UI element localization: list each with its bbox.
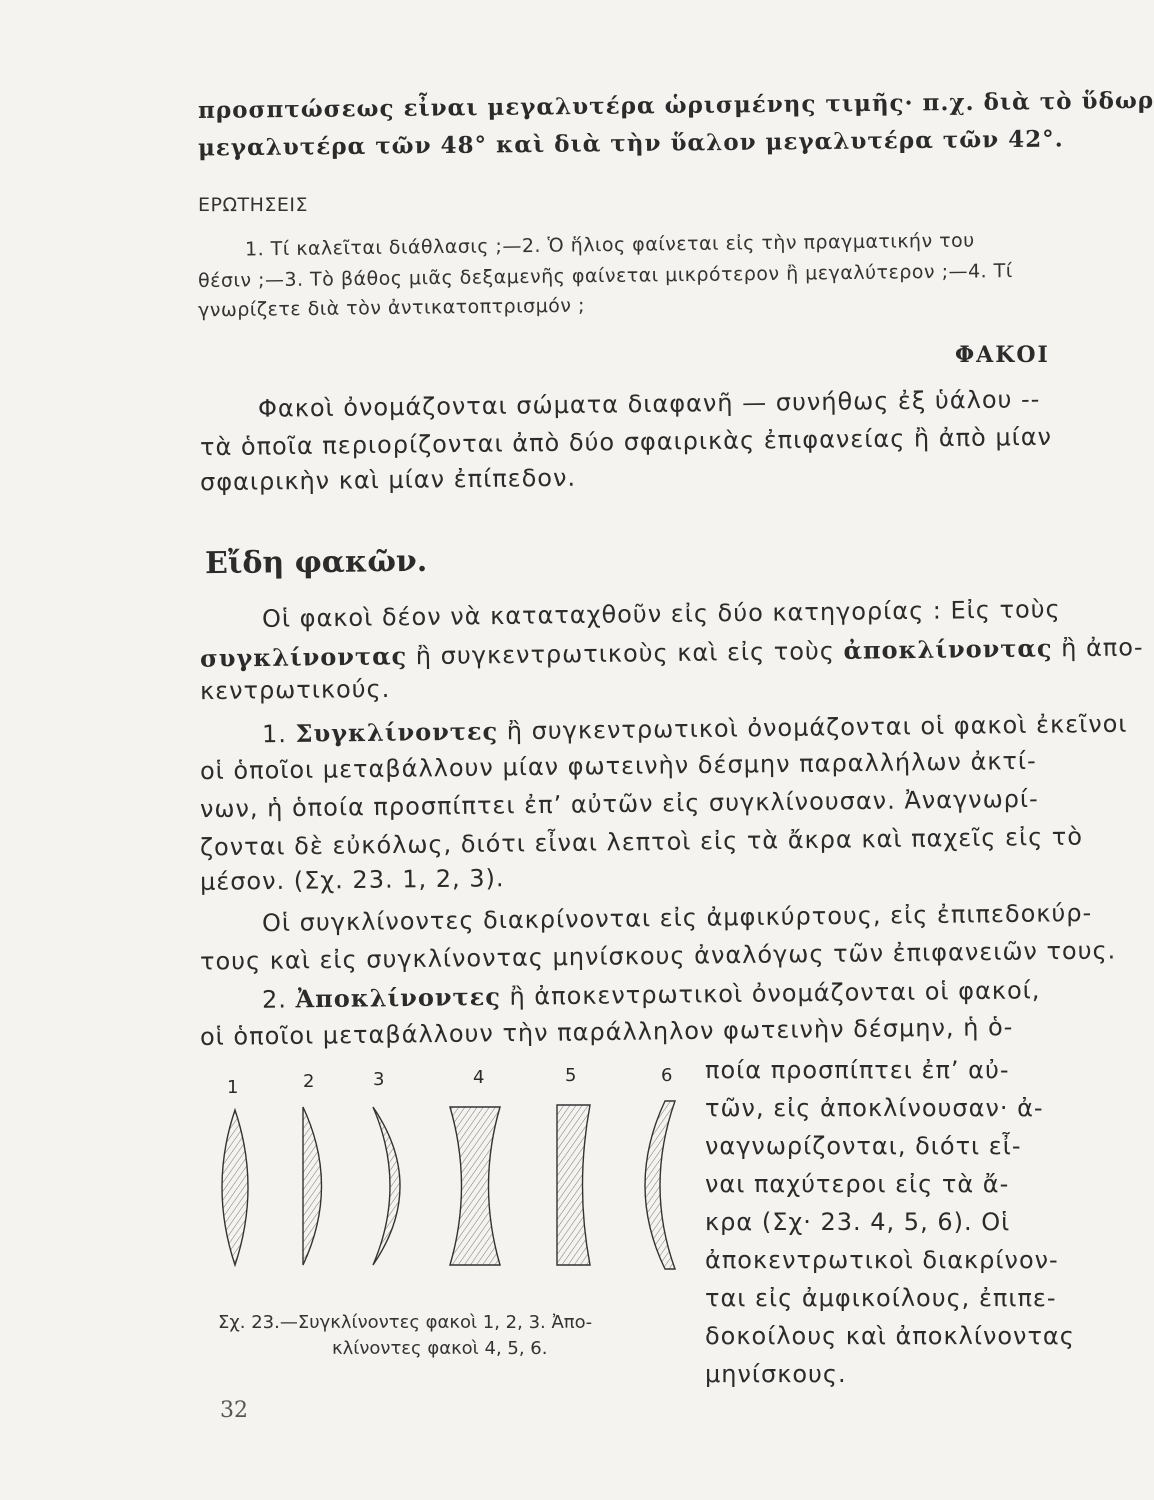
categories-line-2-middle: ἢ συγκεντρωτικοὺς καὶ εἰς τοὺς: [415, 637, 836, 671]
diverging-line-1: [262, 975, 1041, 1014]
diverging-line-1-rest: ἢ ἀποκεντρωτικοὶ ὀνομάζονται οἱ φακοί,: [509, 976, 1041, 1011]
diverging-wrap-9: μηνίσκους.: [705, 1360, 847, 1388]
lens-4-biconcave: [450, 1107, 500, 1265]
types-heading: Εἴδη φακῶν.: [204, 543, 428, 582]
diverging-term: Ἀποκλίνοντες: [295, 981, 502, 1014]
lens-2-plano-convex: [303, 1107, 322, 1265]
question-line-3: γνωρίζετε διὰ τὸν ἀντικατοπτρισμόν ;: [197, 294, 586, 322]
lens-label-3: 3: [373, 1069, 385, 1090]
converging-number: 1.: [261, 719, 288, 749]
diverging-wrap-2: τῶν, εἰς ἀποκλίνουσαν· ἀ-: [705, 1094, 1044, 1122]
diverging-wrap-8: δοκοίλους καὶ ἀποκλίνοντας: [705, 1322, 1075, 1350]
lens-drawing: [195, 1065, 695, 1305]
term-diverging: ἀποκλίνοντας: [843, 633, 1053, 665]
diverging-line-2: οἱ ὁποῖοι μεταβάλλουν τὴν παράλληλον φωτεινὴν δέσμην, ἡ ὁ-: [199, 1013, 1014, 1051]
figure-caption-line-2: κλίνοντες φακοὶ 4, 5, 6.: [332, 1338, 548, 1359]
categories-line-2-end: ἢ ἀπο-: [1060, 633, 1144, 663]
lens-1-biconvex: [222, 1110, 248, 1265]
diverging-wrap-4: ναι παχύτεροι εἰς τὰ ἄ-: [705, 1170, 1010, 1198]
diverging-wrap-3: ναγνωρίζονται, διότι εἶ-: [705, 1132, 1022, 1160]
question-line-1: 1. Τί καλεῖται διάθλασις ;—2. Ὁ ἥλιος φαίνεται εἰς τὴν πραγματικήν του: [244, 229, 975, 261]
converging-line-3: νων, ἡ ὁποία προσπίπτει ἐπ’ αὐτῶν εἰς συγκλίνουσαν. Ἀναγνωρί-: [199, 784, 1039, 824]
lens-label-2: 2: [303, 1071, 315, 1092]
diverging-wrap-6: ἀποκεντρωτικοὶ διακρίνον-: [705, 1246, 1059, 1274]
intro-line-1: προσπτώσεως εἶναι μεγαλυτέρα ὡρισμένης τιμῆς· π.χ. διὰ τὸ ὕδωρ: [197, 86, 1154, 125]
converging-line-5: μέσον. (Σχ. 23. 1, 2, 3).: [199, 864, 505, 896]
question-line-2: θέσιν ;—3. Τὸ βάθος μιᾶς δεξαμενῆς φαίνεται μικρότερον ἢ μεγαλύτερον ;—4. Τί: [197, 260, 1013, 292]
definition-line-1: Φακοὶ ὀνομάζονται σώματα διαφανῆ — συνήθως ἐξ ὑάλου --: [257, 385, 1041, 423]
converging-line-2: οἱ ὁποῖοι μεταβάλλουν μίαν φωτεινὴν δέσμην παραλλήλων ἀκτί-: [199, 746, 1037, 786]
categories-line-3: κεντρωτικούς.: [199, 674, 391, 706]
lens-figure: [195, 1065, 695, 1305]
figure-caption-line-1: Σχ. 23.—Συγκλίνοντες φακοὶ 1, 2, 3. Ἀπο-: [218, 1312, 593, 1333]
categories-line-1: Οἱ φακοὶ δέον νὰ καταταχθοῦν εἰς δύο κατηγορίας : Εἰς τοὺς: [261, 595, 1061, 633]
diverging-wrap-1: ποία προσπίπτει ἐπ’ αὐ-: [705, 1056, 1010, 1084]
converging-line-1-rest: ἢ συγκεντρωτικοὶ ὀνομάζονται οἱ φακοὶ ἐκεῖνοι: [506, 709, 1128, 746]
section-title: ΦΑΚΟΙ: [955, 342, 1050, 368]
converging-sub-line-2: τους καὶ εἰς συγκλίνοντας μηνίσκους ἀναλόγως τῶν ἐπιφανειῶν τους.: [199, 936, 1117, 976]
converging-sub-line-1: Οἱ συγκλίνοντες διακρίνονται εἰς ἀμφικύρτους, εἰς ἐπιπεδοκύρ-: [261, 898, 1093, 938]
definition-line-3: σφαιρικὴν καὶ μίαν ἐπίπεδον.: [199, 463, 577, 497]
converging-line-4: ζονται δὲ εὐκόλως, διότι εἶναι λεπτοὶ εἰς τὰ ἄκρα καὶ παχεῖς εἰς τὸ: [199, 822, 1084, 862]
diverging-wrap-5: κρα (Σχ· 23. 4, 5, 6). Οἱ: [705, 1208, 1011, 1236]
term-converging: συγκλίνοντας: [199, 641, 408, 673]
lens-label-4: 4: [473, 1067, 485, 1088]
lens-label-5: 5: [565, 1065, 577, 1086]
lens-5-plano-concave: [557, 1105, 590, 1265]
lens-label-6: 6: [661, 1065, 673, 1086]
lens-3-converging-meniscus: [373, 1107, 400, 1265]
intro-line-2: μεγαλυτέρα τῶν 48° καὶ διὰ τὴν ὕαλον μεγαλυτέρα τῶν 42°.: [197, 125, 1064, 162]
diverging-wrap-7: ται εἰς ἀμφικοίλους, ἐπιπε-: [705, 1284, 1057, 1312]
categories-line-2: [200, 632, 1144, 673]
questions-title: ΕΡΩΤΗΣΕΙΣ: [198, 194, 308, 216]
page-number: 32: [220, 1398, 248, 1423]
lens-6-diverging-meniscus: [645, 1101, 675, 1269]
converging-line-1: [262, 709, 1128, 749]
lens-label-1: 1: [227, 1077, 239, 1098]
definition-line-2: τὰ ὁποῖα περιορίζονται ἀπὸ δύο σφαιρικὰς ἐπιφανείας ἢ ἀπὸ μίαν: [199, 422, 1053, 462]
converging-term: Συγκλίνοντες: [295, 716, 499, 748]
diverging-number: 2.: [261, 985, 288, 1014]
